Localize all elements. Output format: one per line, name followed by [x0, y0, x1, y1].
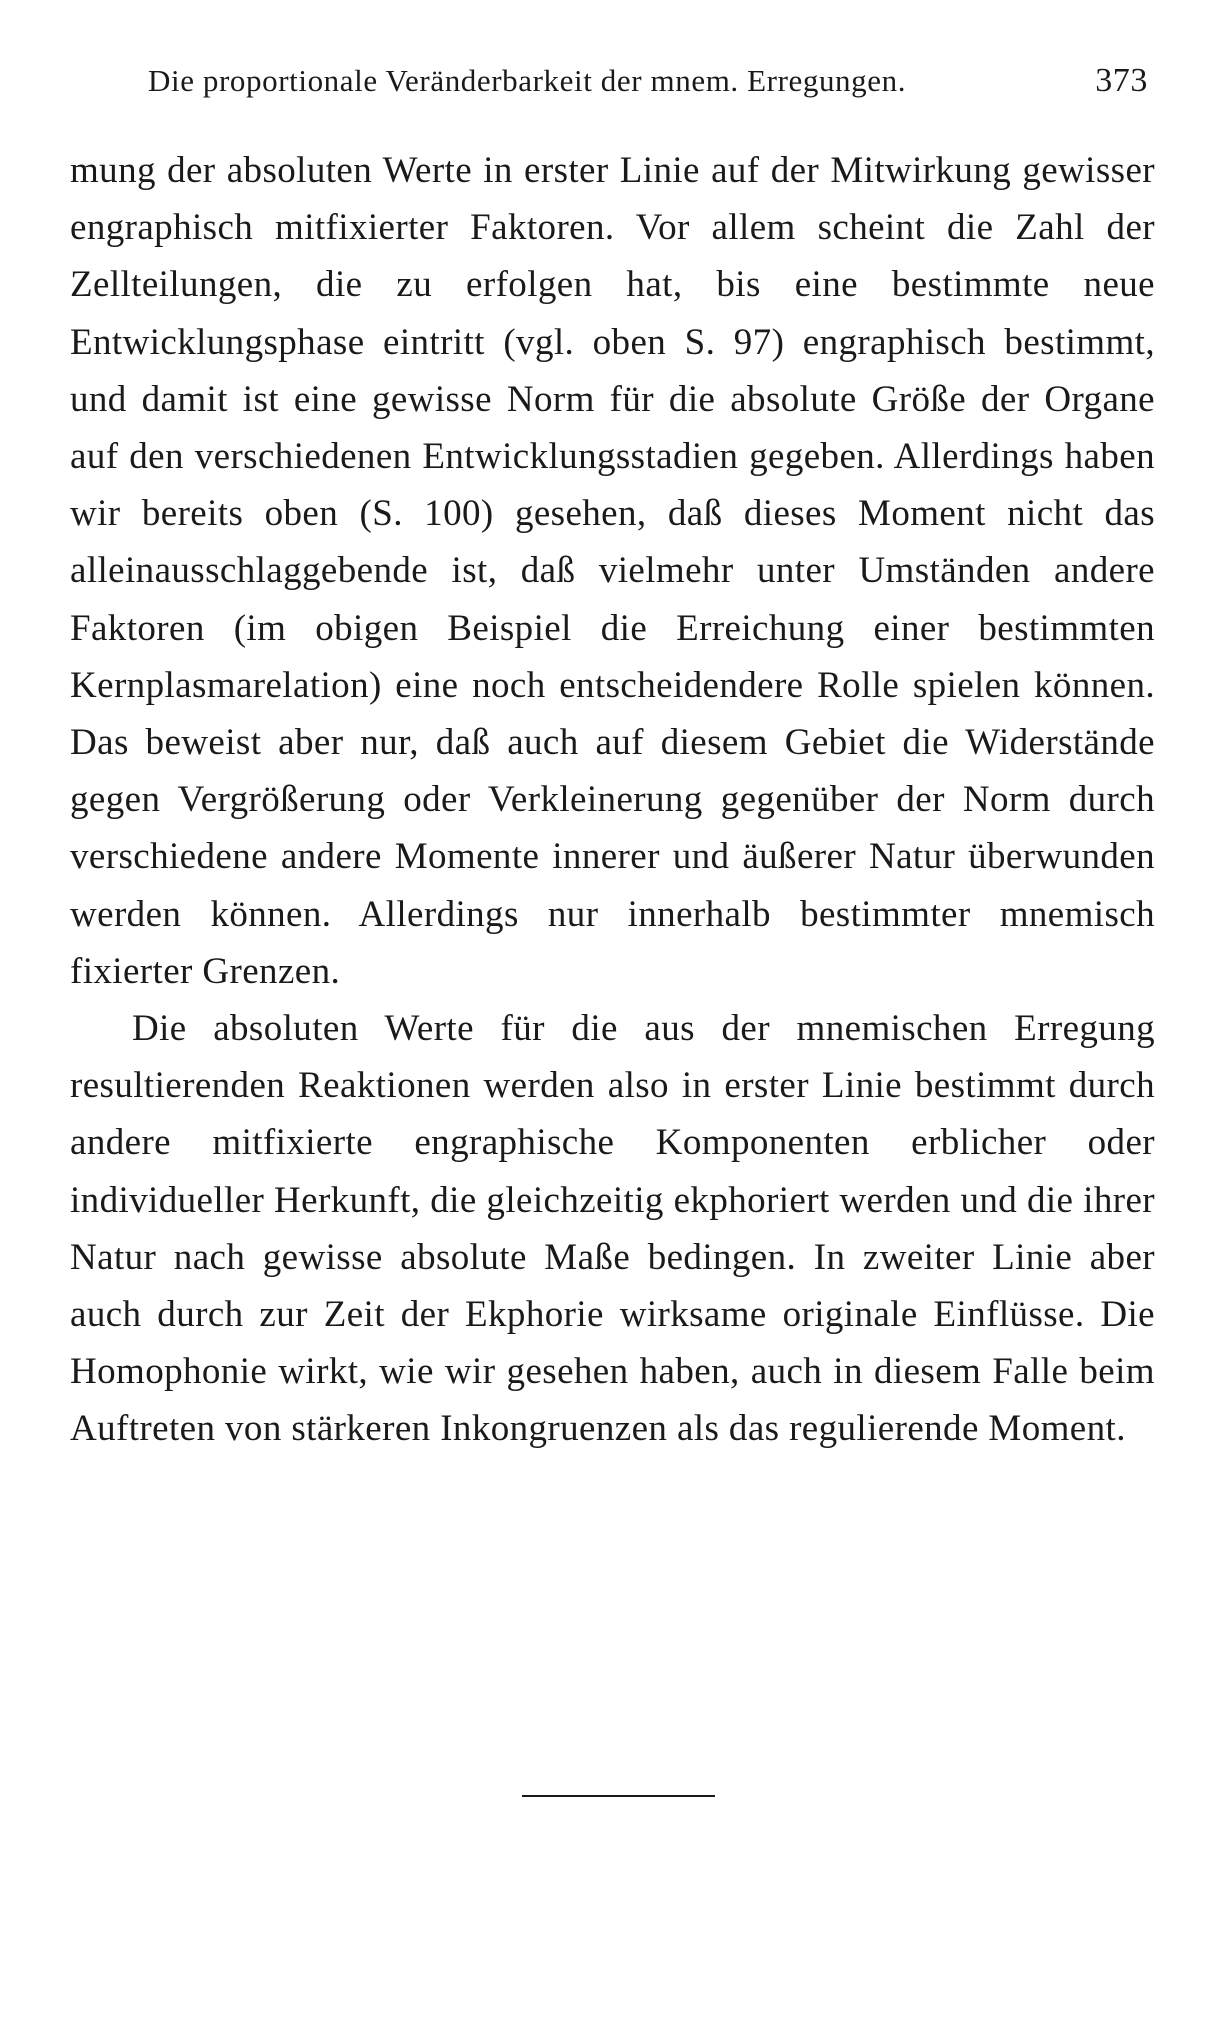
running-head: [148, 56, 1148, 106]
end-rule: [522, 1795, 715, 1797]
paragraph: Die absoluten Werte für die aus der mnemischen Erregung resultierenden Reaktionen werden also in erster Linie bestimmt durch andere mitfixierte engraphische Komponenten erblicher oder individueller Herkunft, die gleichzeitig ekphoriert werden und die ihrer Natur nach gewisse absolute Maße bedingen. In zweiter Linie aber auch durch zur Zeit der Ekphorie wirksame originale Einflüsse. Die Homophonie wirkt, wie wir gesehen haben, auch in diesem Falle beim Auftreten von stärkeren Inkongruenzen als das regulierende Moment.: [70, 1008, 1155, 1450]
page-number: 373: [1095, 62, 1148, 99]
paragraph-continued: mung der absoluten Werte in erster Linie auf der Mitwirkung gewisser engraphisch mitfixierter Faktoren. Vor allem scheint die Zahl der Zellteilungen, die zu erfolgen hat, bis eine bestimmte neue Entwicklungsphase eintritt (vgl. oben S. 97) engraphisch bestimmt, und damit ist eine gewisse Norm für die absolute Größe der Organe auf den verschiedenen Entwicklungsstadien gegeben. Allerdings haben wir bereits oben (S. 100) gesehen, daß dieses Moment nicht das alleinausschlaggebende ist, daß vielmehr unter Umständen andere Faktoren (im obigen Beispiel die Erreichung einer bestimmten Kernplasmarelation) eine noch entscheidendere Rolle spielen können. Das beweist aber nur, daß auch auf diesem Gebiet die Widerstände gegen Vergrößerung oder Verkleinerung gegenüber der Norm durch verschiedene andere Momente innerer und äußerer Natur überwunden werden können. Allerdings nur innerhalb bestimmter mnemisch fixierter Grenzen.: [70, 150, 1155, 992]
running-title: Die proportionale Veränderbarkeit der mnem. Erregungen.: [148, 63, 907, 98]
body-text: [70, 142, 1155, 1458]
